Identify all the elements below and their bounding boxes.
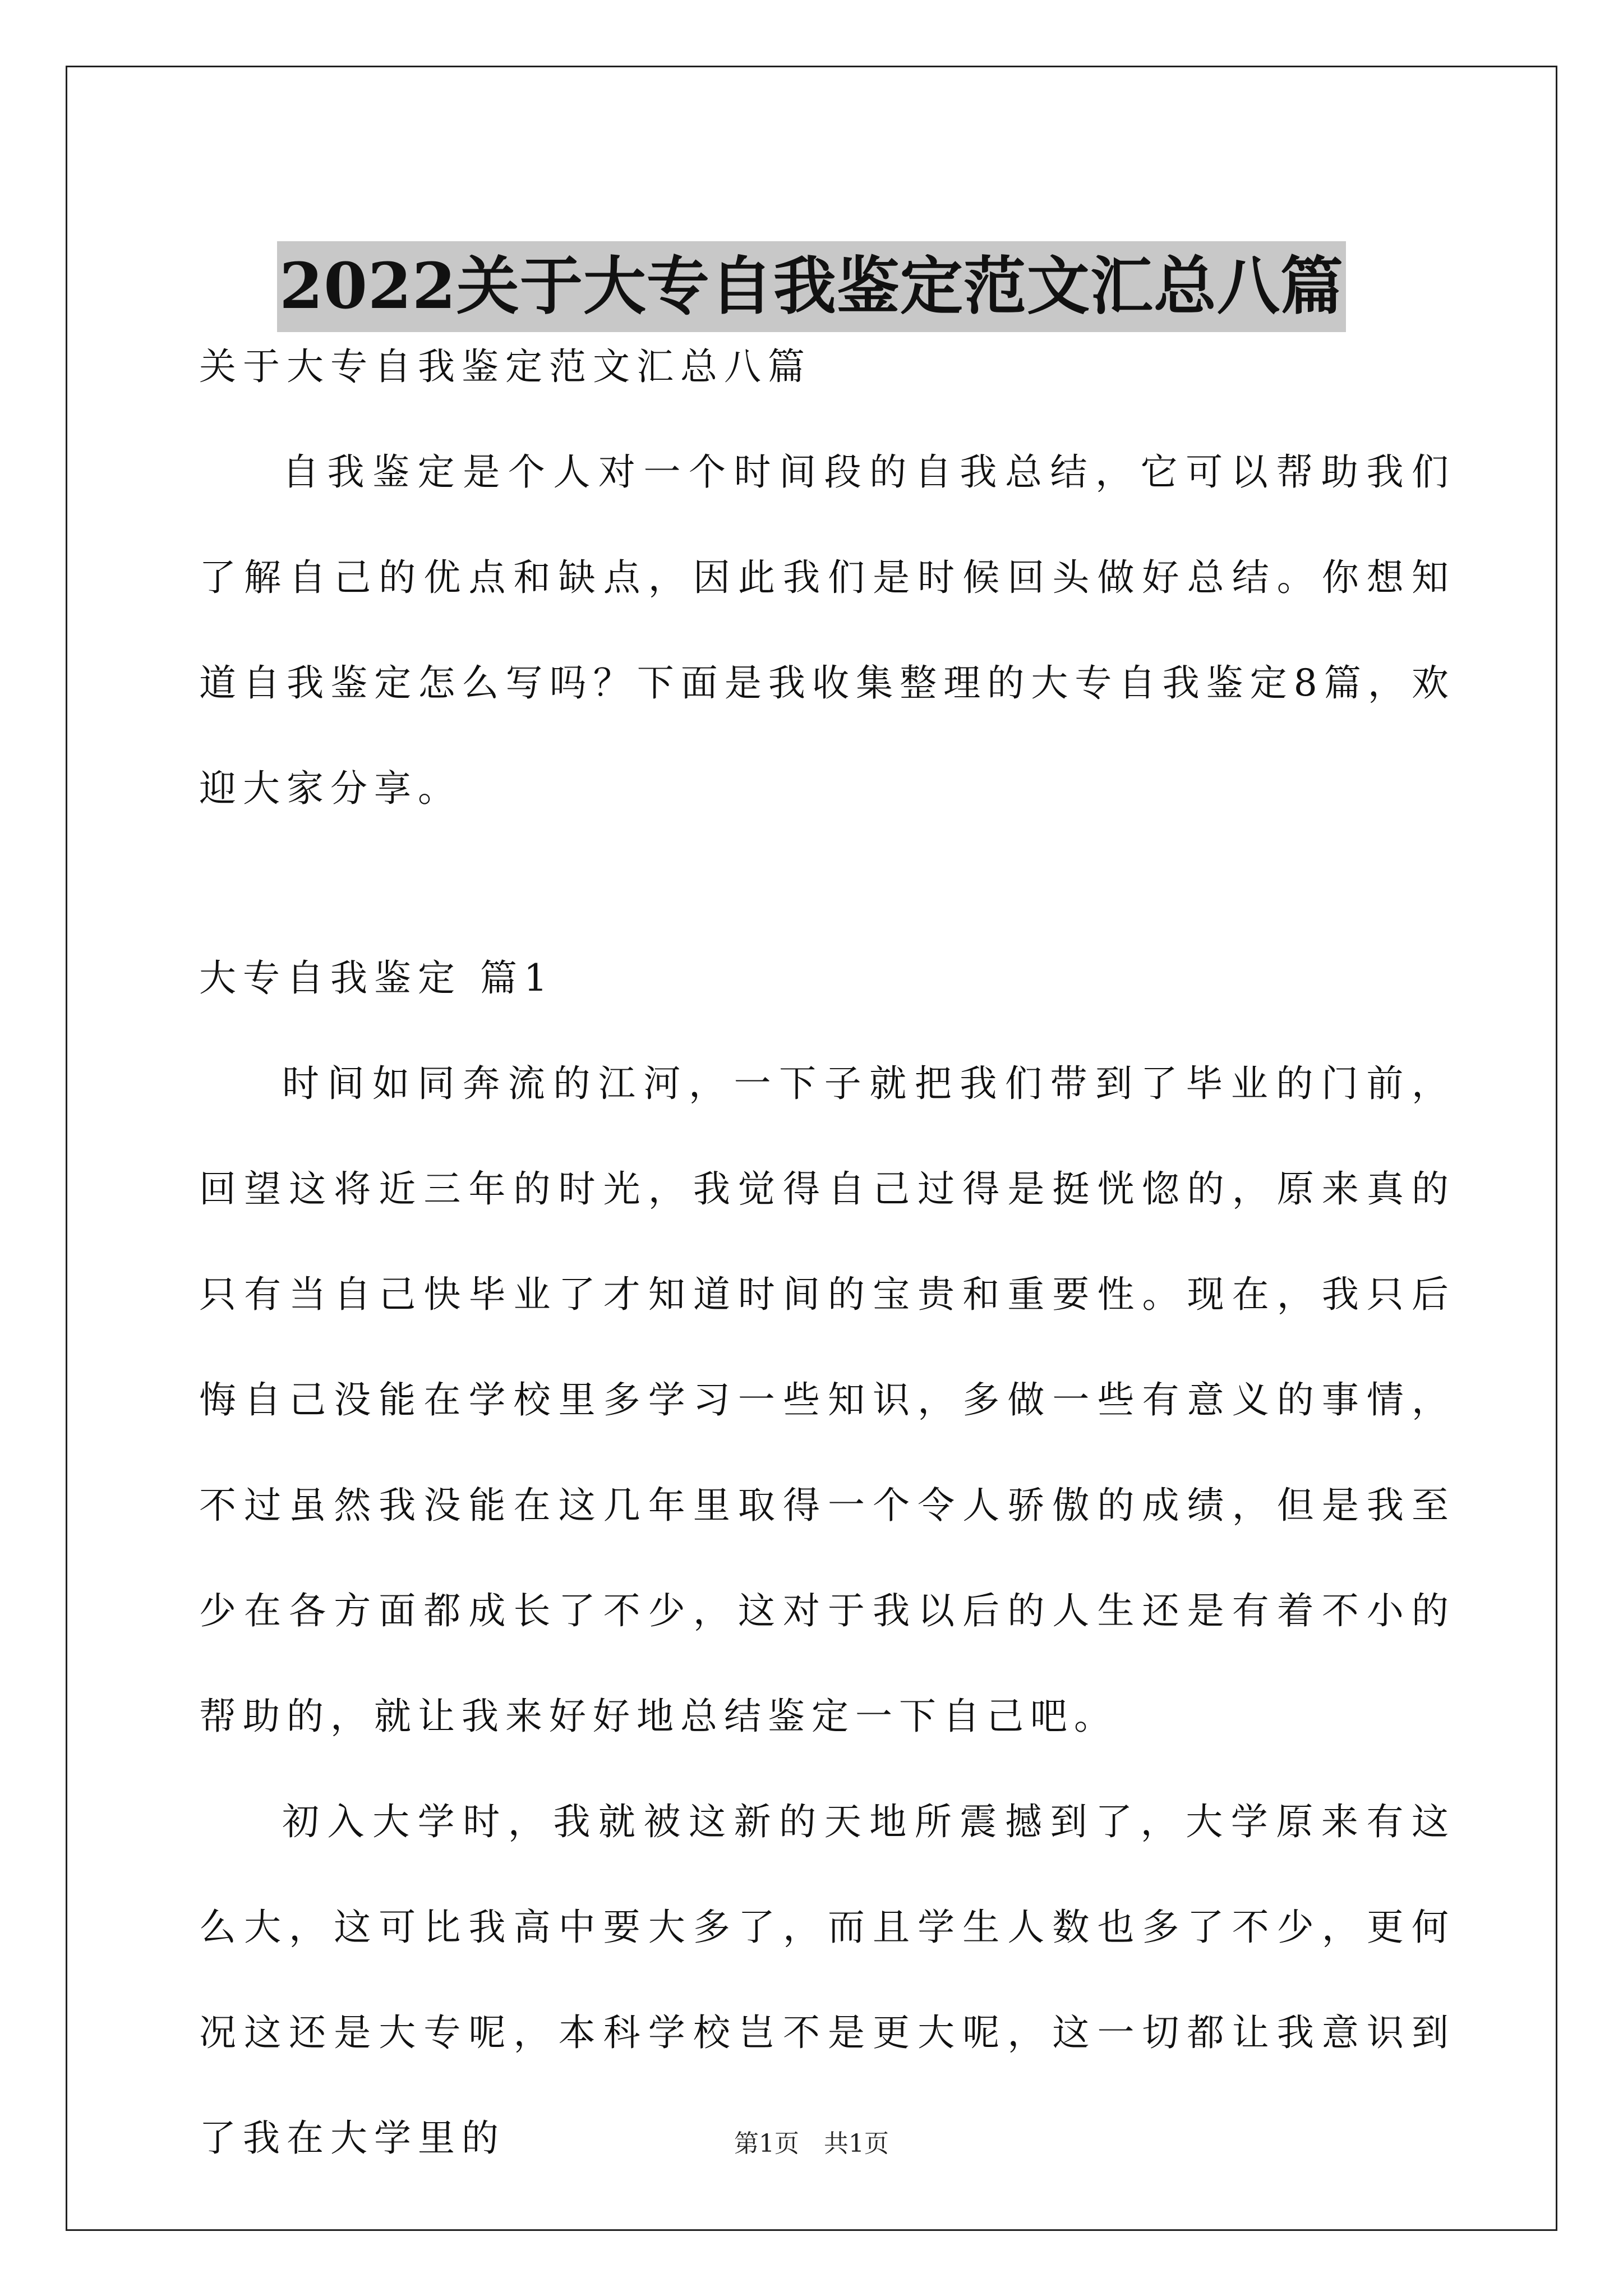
document-body xyxy=(199,314,1455,2191)
page-number-footer: 第1页 共1页 xyxy=(734,2129,889,2158)
section-spacer xyxy=(199,841,1455,926)
section-heading: 大专自我鉴定 篇1 xyxy=(199,956,554,1000)
document-title: 2022关于大专自我鉴定范文汇总八篇 xyxy=(277,241,1346,332)
body-paragraph: 时间如同奔流的江河，一下子就把我们带到了毕业的门前，回望这将近三年的时光，我觉得自己过得是挺恍惚的，原来真的只有当自己快毕业了才知道时间的宝贵和重要性。现在，我只后悔自己没能在学校里多学习一些知识，多做一些有意义的事情，不过虽然我没能在这几年里取得一个令人骄傲的成绩，但是我至少在各方面都成长了不少，这对于我以后的人生还是有着不小的帮助的，就让我来好好地总结鉴定一下自己吧。 xyxy=(199,1062,1455,1738)
intro-paragraph: 自我鉴定是个人对一个时间段的自我总结，它可以帮助我们了解自己的优点和缺点，因此我们是时候回头做好总结。你想知道自我鉴定怎么写吗？下面是我收集整理的大专自我鉴定8篇，欢迎大家分享。 xyxy=(199,450,1455,810)
body-paragraph: 初入大学时，我就被这新的天地所震撼到了，大学原来有这么大，这可比我高中要大多了，而且学生人数也多了不少，更何况这还是大专呢，本科学校岂不是更大呢，这一切都让我意识到了我在大学里的 xyxy=(199,1800,1455,2160)
document-subtitle: 关于大专自我鉴定范文汇总八篇 xyxy=(199,345,811,388)
